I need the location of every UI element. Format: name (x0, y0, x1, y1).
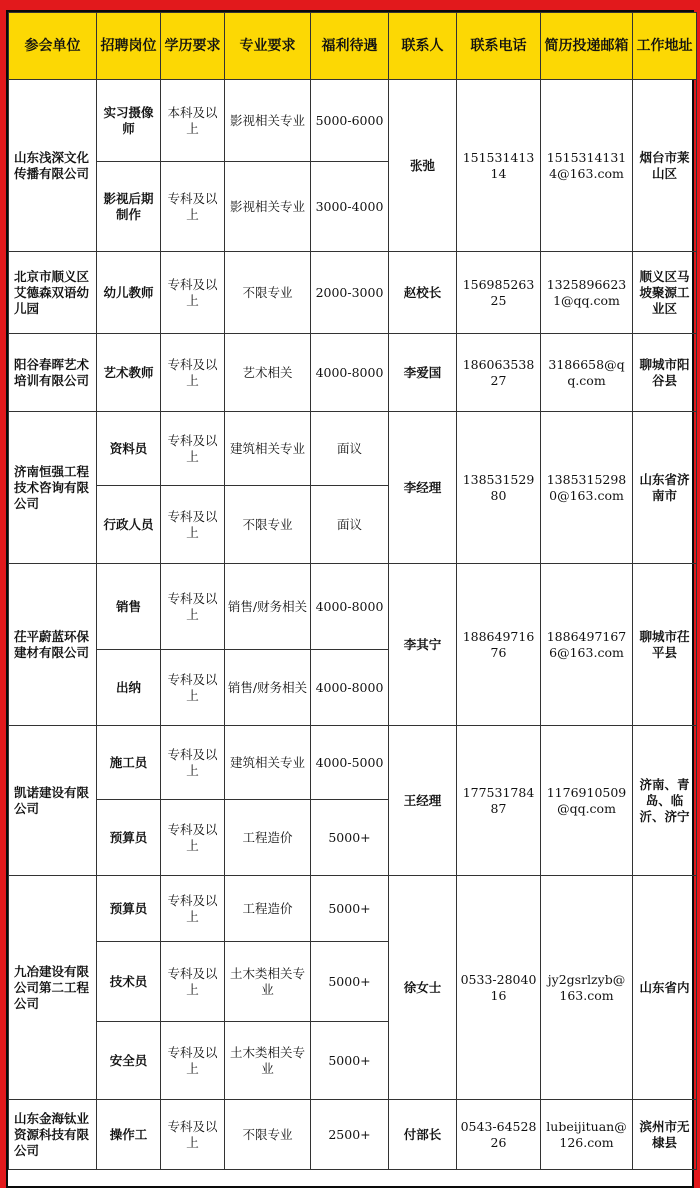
education-requirement: 专科及以上 (161, 650, 225, 726)
education-requirement: 专科及以上 (161, 564, 225, 650)
header-phone: 联系电话 (457, 13, 541, 80)
salary: 5000+ (311, 942, 389, 1022)
education-requirement: 专科及以上 (161, 1022, 225, 1100)
table-row (9, 726, 697, 800)
salary: 4000-8000 (311, 650, 389, 726)
company-name: 凯诺建设有限公司 (9, 726, 97, 876)
contact-person: 张弛 (389, 80, 457, 252)
contact-phone: 18606353827 (457, 334, 541, 412)
job-title: 行政人员 (97, 486, 161, 564)
contact-phone: 0533-2804016 (457, 876, 541, 1100)
job-title: 技术员 (97, 942, 161, 1022)
resume-email: 15153141314@163.com (541, 80, 633, 252)
company-name: 济南恒强工程技术咨询有限公司 (9, 412, 97, 564)
contact-person: 李爱国 (389, 334, 457, 412)
contact-phone: 17753178487 (457, 726, 541, 876)
job-title: 操作工 (97, 1100, 161, 1170)
table-row (9, 80, 697, 162)
major-requirement: 建筑相关专业 (225, 726, 311, 800)
job-title: 出纳 (97, 650, 161, 726)
salary: 3000-4000 (311, 162, 389, 252)
recruitment-frame (6, 10, 694, 1188)
work-address: 山东省内 (633, 876, 697, 1100)
recruitment-table (8, 12, 697, 1170)
education-requirement: 专科及以上 (161, 486, 225, 564)
job-title: 预算员 (97, 876, 161, 942)
resume-email: 13258966231@qq.com (541, 252, 633, 334)
header-education: 学历要求 (161, 13, 225, 80)
contact-phone: 18864971676 (457, 564, 541, 726)
salary: 面议 (311, 412, 389, 486)
salary: 4000-5000 (311, 726, 389, 800)
education-requirement: 专科及以上 (161, 876, 225, 942)
job-title: 预算员 (97, 800, 161, 876)
salary: 4000-8000 (311, 334, 389, 412)
company-name: 山东金海钛业资源科技有限公司 (9, 1100, 97, 1170)
education-requirement: 专科及以上 (161, 252, 225, 334)
header-company: 参会单位 (9, 13, 97, 80)
table-row (9, 252, 697, 334)
salary: 5000+ (311, 800, 389, 876)
work-address: 山东省济南市 (633, 412, 697, 564)
table-row (9, 1100, 697, 1170)
major-requirement: 销售/财务相关 (225, 564, 311, 650)
major-requirement: 影视相关专业 (225, 80, 311, 162)
education-requirement: 专科及以上 (161, 942, 225, 1022)
job-title: 资料员 (97, 412, 161, 486)
table-row (9, 876, 697, 942)
header-salary: 福利待遇 (311, 13, 389, 80)
work-address: 顺义区马坡聚源工业区 (633, 252, 697, 334)
major-requirement: 影视相关专业 (225, 162, 311, 252)
table-row (9, 564, 697, 650)
work-address: 济南、青岛、临沂、济宁 (633, 726, 697, 876)
contact-phone: 0543-6452826 (457, 1100, 541, 1170)
company-name: 阳谷春晖艺术培训有限公司 (9, 334, 97, 412)
salary: 5000+ (311, 876, 389, 942)
salary: 4000-8000 (311, 564, 389, 650)
major-requirement: 艺术相关 (225, 334, 311, 412)
job-title: 幼儿教师 (97, 252, 161, 334)
header-address: 工作地址 (633, 13, 697, 80)
major-requirement: 工程造价 (225, 876, 311, 942)
education-requirement: 专科及以上 (161, 334, 225, 412)
major-requirement: 工程造价 (225, 800, 311, 876)
job-title: 艺术教师 (97, 334, 161, 412)
company-name: 茌平蔚蓝环保建材有限公司 (9, 564, 97, 726)
company-name: 九冶建设有限公司第二工程公司 (9, 876, 97, 1100)
major-requirement: 销售/财务相关 (225, 650, 311, 726)
work-address: 烟台市莱山区 (633, 80, 697, 252)
resume-email: 3186658@qq.com (541, 334, 633, 412)
education-requirement: 专科及以上 (161, 162, 225, 252)
job-title: 影视后期制作 (97, 162, 161, 252)
resume-email: 13853152980@163.com (541, 412, 633, 564)
header-major: 专业要求 (225, 13, 311, 80)
education-requirement: 本科及以上 (161, 80, 225, 162)
company-name: 山东浅深文化传播有限公司 (9, 80, 97, 252)
resume-email: 1176910509@qq.com (541, 726, 633, 876)
job-title: 施工员 (97, 726, 161, 800)
salary: 5000-6000 (311, 80, 389, 162)
header-row (9, 13, 697, 80)
header-contact: 联系人 (389, 13, 457, 80)
salary: 5000+ (311, 1022, 389, 1100)
major-requirement: 不限专业 (225, 252, 311, 334)
job-title: 实习摄像师 (97, 80, 161, 162)
contact-person: 李其宁 (389, 564, 457, 726)
work-address: 滨州市无棣县 (633, 1100, 697, 1170)
major-requirement: 土木类相关专业 (225, 942, 311, 1022)
salary: 2000-3000 (311, 252, 389, 334)
contact-person: 徐女士 (389, 876, 457, 1100)
education-requirement: 专科及以上 (161, 1100, 225, 1170)
contact-person: 李经理 (389, 412, 457, 564)
contact-person: 赵校长 (389, 252, 457, 334)
contact-person: 王经理 (389, 726, 457, 876)
major-requirement: 土木类相关专业 (225, 1022, 311, 1100)
major-requirement: 不限专业 (225, 486, 311, 564)
contact-person: 付部长 (389, 1100, 457, 1170)
company-name: 北京市顺义区艾德森双语幼儿园 (9, 252, 97, 334)
job-title: 安全员 (97, 1022, 161, 1100)
major-requirement: 不限专业 (225, 1100, 311, 1170)
contact-phone: 15698526325 (457, 252, 541, 334)
contact-phone: 15153141314 (457, 80, 541, 252)
resume-email: lubeijituan@126.com (541, 1100, 633, 1170)
work-address: 聊城市茌平县 (633, 564, 697, 726)
resume-email: 18864971676@163.com (541, 564, 633, 726)
contact-phone: 13853152980 (457, 412, 541, 564)
salary: 2500+ (311, 1100, 389, 1170)
salary: 面议 (311, 486, 389, 564)
header-email: 简历投递邮箱 (541, 13, 633, 80)
education-requirement: 专科及以上 (161, 412, 225, 486)
header-position: 招聘岗位 (97, 13, 161, 80)
table-row (9, 334, 697, 412)
job-title: 销售 (97, 564, 161, 650)
major-requirement: 建筑相关专业 (225, 412, 311, 486)
table-row (9, 412, 697, 486)
work-address: 聊城市阳谷县 (633, 334, 697, 412)
education-requirement: 专科及以上 (161, 726, 225, 800)
education-requirement: 专科及以上 (161, 800, 225, 876)
resume-email: jy2gsrlzyb@163.com (541, 876, 633, 1100)
